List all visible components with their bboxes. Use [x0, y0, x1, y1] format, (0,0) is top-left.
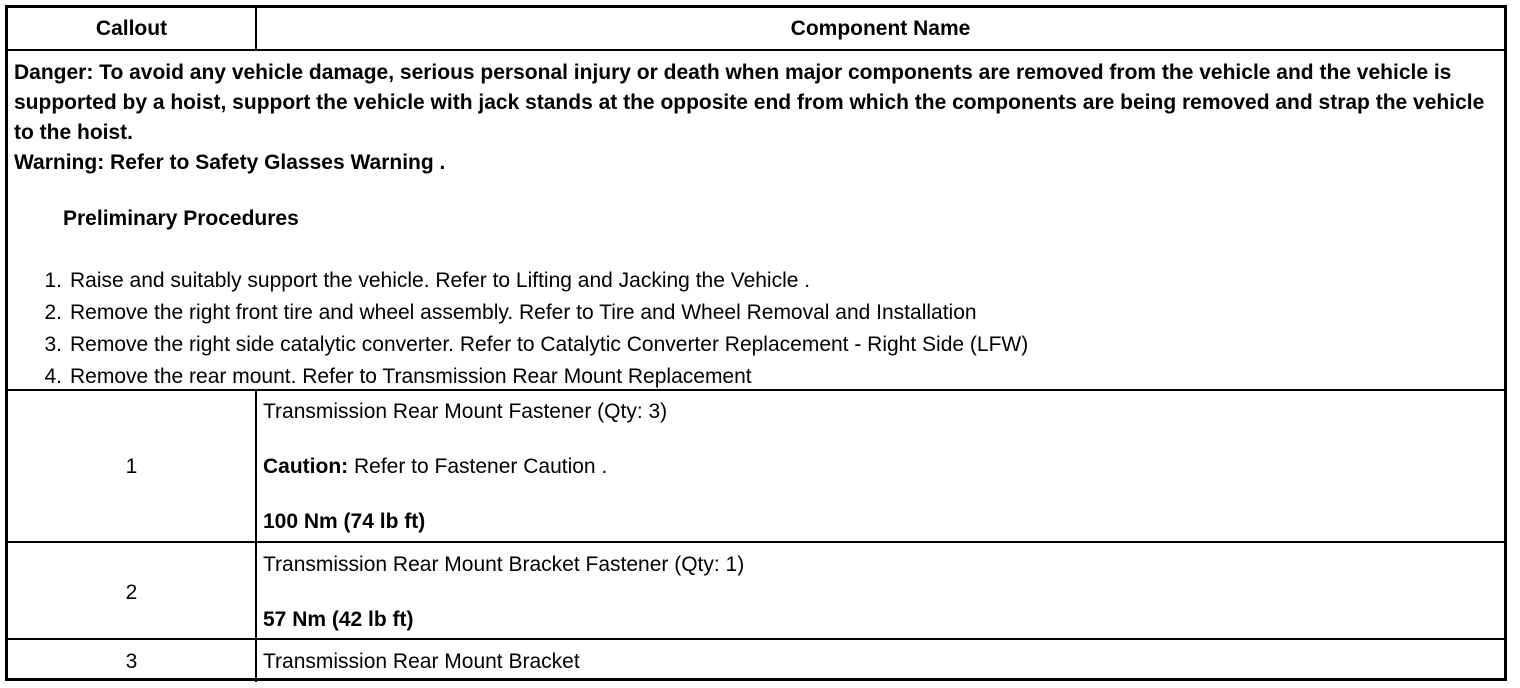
callout-3: 3 [125, 650, 138, 673]
step-text: Remove the right front tire and wheel assembly. Refer to Tire and Wheel Removal and Installation [70, 301, 977, 324]
callout-1: 1 [125, 455, 138, 478]
component-name-3: Transmission Rear Mount Bracket [263, 650, 580, 673]
callout-2: 2 [125, 581, 138, 604]
row-divider [8, 638, 1504, 640]
list-item [14, 265, 1028, 297]
procedure-table [5, 5, 1507, 681]
torque-spec-1: 100 Nm (74 lb ft) [263, 510, 426, 533]
list-item [14, 329, 1028, 361]
danger-text: Danger: To avoid any vehicle damage, serious personal injury or death when major components are removed from the vehicle and the vehicle is supported by a hoist, support the vehicle with jack stands at the opposite end from which the components are being removed and strap the vehicle to the hoist. [14, 61, 1485, 144]
component-name-2: Transmission Rear Mount Bracket Fastener (Qty: 1) [263, 553, 745, 576]
step-text: Remove the right side catalytic converter. Refer to Catalytic Converter Replacement - Right Side (LFW) [70, 333, 1029, 356]
header-component-name: Component Name [790, 17, 971, 40]
row-divider [8, 389, 1504, 391]
row-divider [8, 541, 1504, 543]
warning-text: Warning: Refer to Safety Glasses Warning . [14, 151, 446, 174]
header-divider [255, 8, 257, 50]
step-text: Raise and suitably support the vehicle. Refer to Lifting and Jacking the Vehicle . [70, 269, 811, 292]
preliminary-procedures-title: Preliminary Procedures [63, 207, 299, 230]
preliminary-steps-list [14, 265, 1028, 393]
step-text: Remove the rear mount. Refer to Transmission Rear Mount Replacement [70, 365, 752, 388]
caution-note [263, 453, 607, 481]
caution-label: Caution: [263, 455, 349, 478]
caution-text: Refer to Fastener Caution . [348, 455, 608, 478]
torque-spec-2: 57 Nm (42 lb ft) [263, 608, 414, 631]
row-divider [8, 49, 1504, 51]
step-number: 3. [44, 333, 62, 356]
list-item [14, 297, 1028, 329]
danger-notice [14, 58, 1498, 178]
header-callout: Callout [95, 17, 168, 40]
step-number: 4. [44, 365, 62, 388]
step-number: 1. [44, 269, 62, 292]
component-name-1: Transmission Rear Mount Fastener (Qty: 3) [263, 400, 668, 423]
step-number: 2. [44, 301, 62, 324]
